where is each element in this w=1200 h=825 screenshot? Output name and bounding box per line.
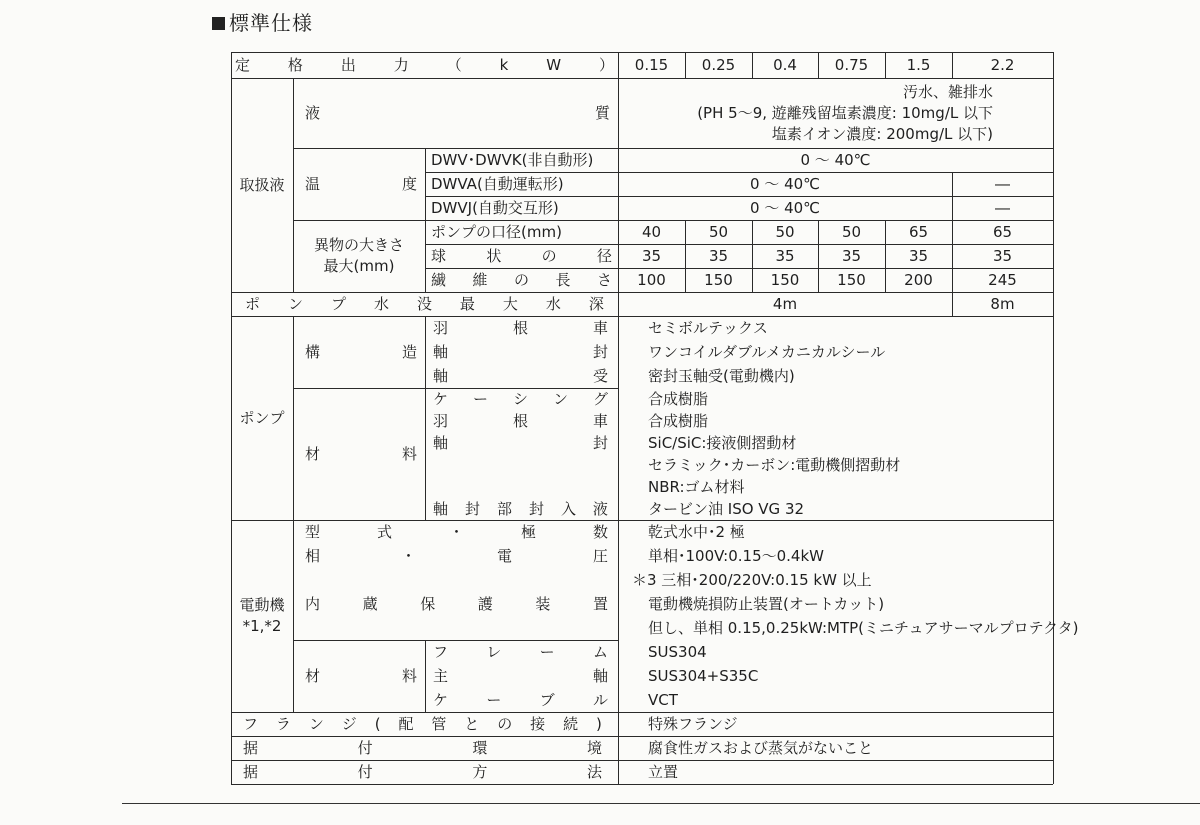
max-depth-value-last: 8m [990, 294, 1015, 313]
structure-value: ワンコイルダブルメカニカルシール [648, 342, 886, 361]
quality-value-line: (PH 5～9, 遊離残留塩素濃度: 10mg/L 以下 [697, 103, 993, 122]
foreign-size-value: 150 [770, 270, 800, 289]
motor-material-item: ケ ー ブ ル [433, 690, 608, 709]
rule-v [618, 52, 619, 784]
rule-v [885, 52, 886, 78]
foreign-size-value: 35 [708, 246, 729, 265]
pump-material-item: 羽 根 車 [433, 411, 608, 430]
rule-v [885, 220, 886, 292]
rule-top [231, 52, 1053, 53]
pump-material-value: 合成樹脂 [648, 389, 709, 408]
structure-value: セミボルテックス [648, 318, 768, 337]
foreign-size-value: 35 [775, 246, 795, 265]
foreign-size-value: 200 [904, 270, 933, 289]
foreign-size-value: 50 [708, 222, 729, 241]
structure-item: 軸 受 [433, 366, 608, 385]
motor-item: 型 式 ・ 極 数 [305, 522, 608, 541]
quality-value-line: 汚水、雑排水 [902, 82, 993, 101]
rule-h [293, 640, 618, 641]
rule-h [231, 712, 1053, 713]
rule-v [952, 292, 953, 316]
foreign-size-label-line: 最大(mm) [323, 257, 395, 275]
motor-material-item: フ レ ー ム [433, 642, 608, 661]
rule-h [231, 78, 1053, 79]
pump-material-value: 合成樹脂 [648, 411, 709, 430]
temperature-value: 0 ～ 40℃ [749, 198, 820, 217]
rule-h [293, 148, 1053, 149]
foreign-size-label-line: 異物の大きさ [313, 236, 404, 254]
motor-value: ＊3 三相･200/220V:0.15 kW 以上 [632, 570, 872, 589]
rule-v [425, 316, 426, 520]
structure-value: 密封玉軸受(電動機内) [648, 366, 795, 385]
pump-group-label: ポンプ [239, 408, 285, 427]
foreign-size-value: 40 [641, 222, 662, 241]
rule-right [1053, 52, 1054, 784]
rated-output-value: 0.15 [634, 55, 669, 74]
pump-material-item: ケ ー シ ン グ [433, 389, 608, 408]
foreign-size-value: 245 [988, 270, 1017, 289]
rule-v [425, 148, 426, 292]
motor-material-value: SUS304+S35C [648, 666, 759, 685]
foreign-size-value: 100 [637, 270, 666, 289]
pump-material-value: SiC/SiC:接液側摺動材 [648, 433, 797, 452]
spec-table [231, 52, 1079, 782]
rated-output-label: 定 格 出 力 （ k W ） [235, 55, 614, 74]
pump-material-value: タービン油 ISO VG 32 [648, 499, 805, 518]
temperature-value: 0 ～ 40℃ [800, 150, 871, 169]
motor-value: 乾式水中･2 極 [648, 522, 745, 541]
rule-h [231, 316, 1053, 317]
quality-value [618, 78, 993, 148]
quality-label: 液 質 [305, 103, 610, 122]
rule-v [293, 316, 294, 712]
foreign-size-value: 50 [841, 222, 862, 241]
foreign-size-item: ポンプの口径(mm) [431, 222, 562, 241]
heading-text: 標準仕様 [229, 11, 313, 35]
motor-group-label-line: 電動機 [239, 596, 285, 614]
temperature-value: 0 ～ 40℃ [749, 174, 820, 193]
rule-v [818, 220, 819, 292]
rule-bottom [231, 784, 1053, 785]
motor-material-value: SUS304 [648, 642, 707, 661]
motor-value: 単相･100V:0.15～0.4kW [648, 546, 824, 565]
pump-material-value: NBR:ゴム材料 [648, 477, 745, 496]
rule-h [425, 268, 1053, 269]
pump-material-item: 軸 封 [433, 433, 608, 452]
motor-group-label [231, 520, 293, 712]
temperature-model: DWVA(自動運転形) [431, 174, 564, 193]
rule-h [293, 388, 618, 389]
temperature-na: ― [995, 198, 1010, 217]
foreign-size-item: 繊 維 の 長 さ [431, 270, 612, 289]
motor-item: 相 ・ 電 圧 [305, 546, 608, 565]
rule-v [685, 52, 686, 78]
motor-material-value: VCT [648, 690, 678, 709]
motor-material-label: 材 料 [305, 666, 417, 685]
foreign-size-label [293, 220, 425, 292]
bottom-rule [122, 803, 1200, 804]
rated-output-value: 1.5 [906, 55, 931, 74]
rule-v [818, 52, 819, 78]
temperature-model: DWV･DWVK(非自動形) [431, 150, 594, 169]
rated-output-value: 0.4 [773, 55, 797, 74]
rule-h [425, 244, 1053, 245]
rated-output-value: 0.75 [834, 55, 869, 74]
bullet-square-icon [212, 17, 225, 30]
install-spec-label: 据 付 環 境 [243, 738, 602, 757]
foreign-size-value: 50 [775, 222, 795, 241]
rule-v [425, 640, 426, 712]
rule-h [425, 172, 1053, 173]
structure-item: 羽 根 車 [433, 318, 608, 337]
install-spec-value: 腐食性ガスおよび蒸気がないこと [648, 738, 874, 757]
structure-label: 構 造 [305, 342, 417, 361]
pump-material-item: 軸 封 部 封 入 液 [433, 499, 608, 518]
rule-h [231, 760, 1053, 761]
rule-h [293, 220, 1053, 221]
rule-left [231, 52, 232, 784]
foreign-size-value: 35 [841, 246, 862, 265]
max-depth-label: ポ ン プ 水 没 最 大 水 深 [245, 294, 604, 313]
install-spec-label: 据 付 方 法 [243, 762, 602, 781]
rated-output-value: 0.25 [701, 55, 736, 74]
pump-material-label: 材 料 [305, 444, 417, 463]
temperature-label: 温 度 [305, 174, 417, 193]
foreign-size-value: 65 [908, 222, 929, 241]
foreign-size-value: 150 [704, 270, 733, 289]
rule-h [231, 736, 1053, 737]
structure-item: 軸 封 [433, 342, 608, 361]
rule-v [952, 172, 953, 220]
foreign-size-value: 35 [908, 246, 929, 265]
section-heading [212, 7, 313, 36]
foreign-size-item: 球 状 の 径 [431, 246, 612, 265]
rule-h [231, 520, 1053, 521]
temperature-model: DWVJ(自動交互形) [431, 198, 559, 217]
rule-v [752, 220, 753, 292]
liquid-group-label: 取扱液 [239, 175, 285, 194]
motor-value: 電動機焼損防止装置(オートカット) [648, 594, 885, 613]
quality-value-line: 塩素イオン濃度: 200mg/L 以下) [771, 124, 993, 143]
install-spec-value: 立置 [648, 762, 679, 781]
install-spec-value: 特殊フランジ [648, 714, 738, 733]
install-spec-label: フ ラ ン ジ ( 配 管 と の 接 続 ) [243, 714, 602, 733]
rule-v [952, 52, 953, 78]
rated-output-value: 2.2 [990, 55, 1015, 74]
rule-h [231, 292, 1053, 293]
rule-v [293, 78, 294, 292]
rule-h [425, 196, 1053, 197]
motor-item: 内 蔵 保 護 装 置 [305, 594, 608, 613]
pump-material-value: セラミック･カーボン:電動機側摺動材 [648, 455, 901, 474]
rule-v [685, 220, 686, 292]
motor-group-label-line: *1,*2 [242, 617, 282, 635]
foreign-size-value: 150 [837, 270, 866, 289]
motor-material-item: 主 軸 [433, 666, 608, 685]
foreign-size-value: 35 [641, 246, 662, 265]
rule-v [952, 220, 953, 292]
temperature-na: ― [995, 174, 1010, 193]
motor-value: 但し、単相 0.15,0.25kW:MTP(ミニチュアサーマルプロテクタ) [648, 618, 1079, 637]
max-depth-value: 4m [772, 294, 798, 313]
foreign-size-value: 65 [992, 222, 1013, 241]
foreign-size-value: 35 [992, 246, 1013, 265]
rule-v [752, 52, 753, 78]
